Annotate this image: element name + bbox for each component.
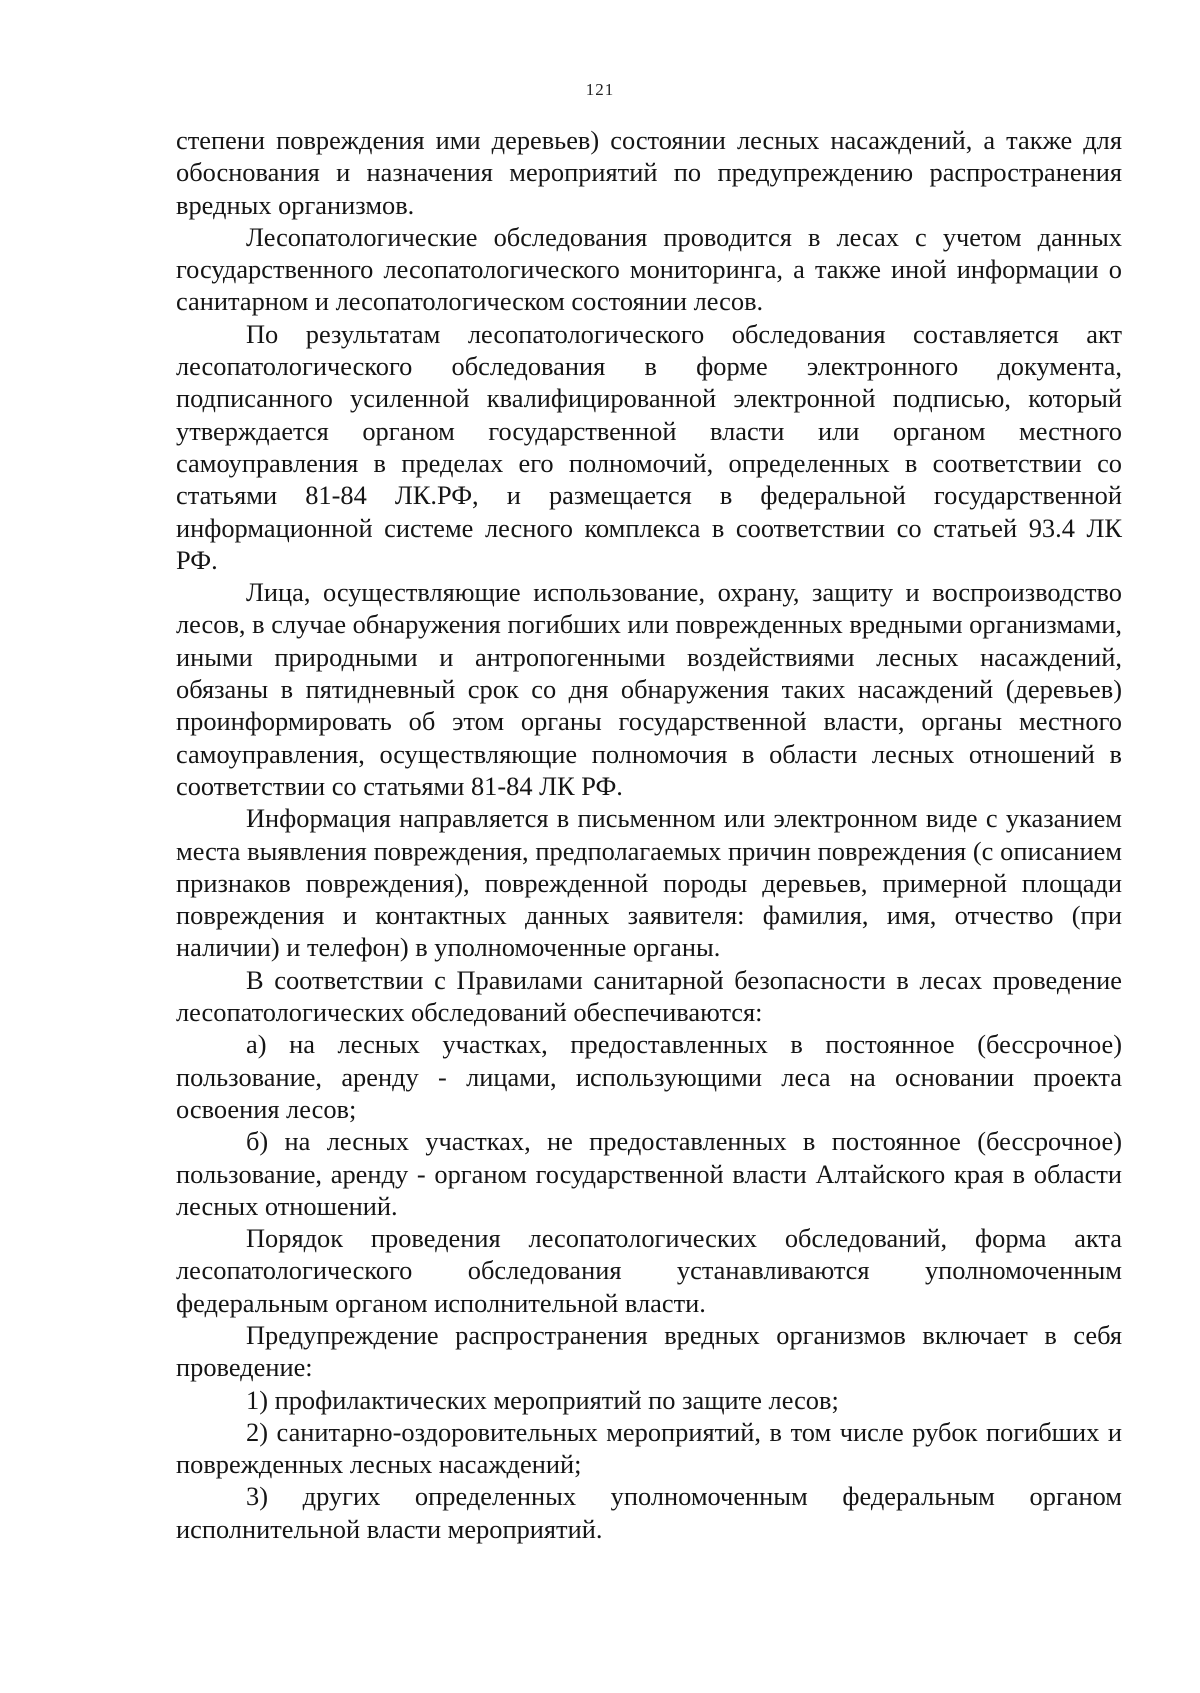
- list-item-2: 2) санитарно-оздоровительных мероприятий, в том числе рубок погибших и поврежденных лесных насаждений;: [176, 1416, 1122, 1480]
- list-item-a: а) на лесных участках, предоставленных в постоянное (бессрочное) пользование, аренду - лицами, использующими леса на основании проекта освоения лесов;: [176, 1029, 1122, 1124]
- list-item-b: б) на лесных участках, не предоставленных в постоянное (бессрочное) пользование, аренду - органом государственной власти Алтайского края в области лесных отношений.: [176, 1126, 1122, 1221]
- list-item-1: 1) профилактических мероприятий по защите лесов;: [246, 1384, 839, 1415]
- paragraph-persons-obligations: Лица, осуществляющие использование, охрану, защиту и воспроизводство лесов, в случае обнаружения погибших или поврежденных вредными организмами, иными природными и антропогенными воздействиями лесных насаждений, обязаны в пятидневный срок со дня обнаружения таких насаждений (деревьев) проинформировать об этом органы государственной власти, органы местного самоуправления, осуществляющие полномочия в области лесных отношений в соответствии со статьями 81-84 ЛК РФ.: [176, 577, 1122, 801]
- paragraph-survey-act: По результатам лесопатологического обследования составляется акт лесопатологического обследования в форме электронного документа, подписанного усиленной квалифицированной электронной подписью, который утверждается органом государственной власти или органом местного самоуправления в пределах его полномочий, определенных в соответствии со статьями 81-84 ЛК.РФ, и размещается в федеральной государственной информационной системе лесного комплекса в соответствии со статьей 93.4 ЛК РФ.: [176, 318, 1122, 575]
- paragraph-continuation: степени повреждения ими деревьев) состоянии лесных насаждений, а также для обоснования и назначения мероприятий по предупреждению распространения вредных организмов.: [176, 125, 1122, 220]
- document-body: [176, 124, 1122, 1545]
- paragraph-prevention: Предупреждение распространения вредных организмов включает в себя проведение:: [176, 1319, 1122, 1383]
- paragraph-procedure: Порядок проведения лесопатологических обследований, форма акта лесопатологического обследования устанавливаются уполномоченным федеральным органом исполнительной власти.: [176, 1223, 1122, 1318]
- paragraph-survey-data: Лесопатологические обследования проводится в лесах с учетом данных государственного лесопатологического мониторинга, а также иной информации о санитарном и лесопатологическом состоянии лесов.: [176, 221, 1122, 317]
- list-item-3: 3) других определенных уполномоченным федеральным органом исполнительной власти мероприятий.: [176, 1481, 1122, 1544]
- paragraph-sanitary-rules: В соответствии с Правилами санитарной безопасности в лесах проведение лесопатологических обследований обеспечиваются:: [176, 964, 1122, 1028]
- page-number: 121: [585, 80, 615, 99]
- paragraph-information-form: Информация направляется в письменном или электронном виде с указанием места выявления повреждения, предполагаемых причин повреждения (с описанием признаков повреждения), поврежденной породы деревьев, примерной площади повреждения и контактных данных заявителя: фамилия, имя, отчество (при наличии) и телефон) в уполномоченные органы.: [176, 803, 1122, 963]
